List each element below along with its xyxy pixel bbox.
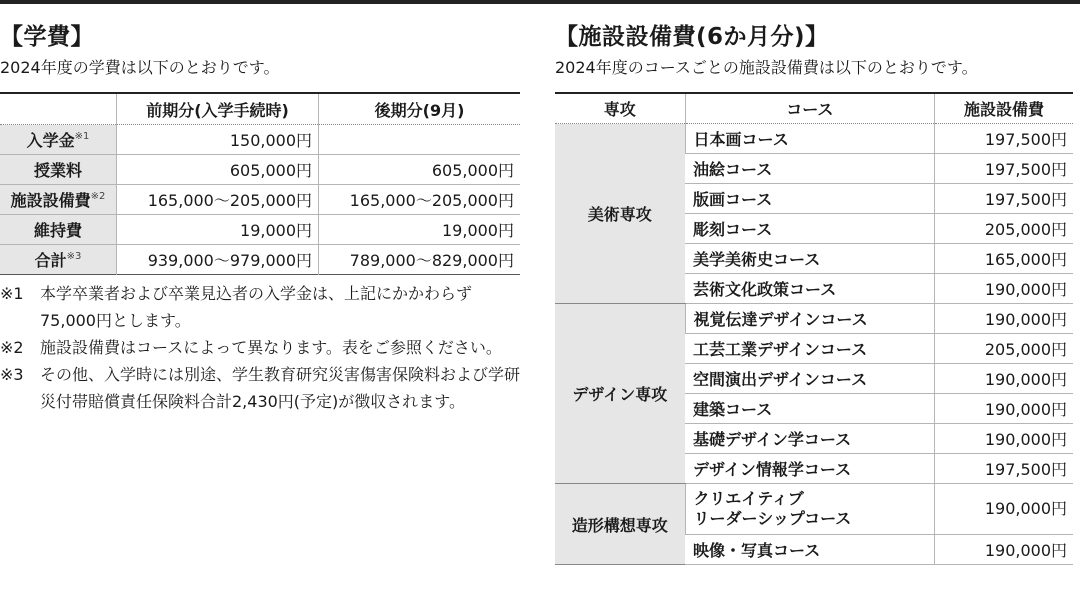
footnote: [0, 280, 520, 334]
course-name: クリエイティブ リーダーシップコース: [685, 484, 935, 535]
first-term-fee: 939,000〜979,000円: [117, 245, 319, 275]
facility-fee: 197,500円: [935, 154, 1073, 184]
first-term-fee: 605,000円: [117, 155, 319, 185]
major-name: 造形構想専攻: [555, 484, 685, 565]
course-name: 基礎デザイン学コース: [685, 424, 935, 454]
tuition-heading: 【学費】: [0, 24, 94, 50]
footnote-text: 本学卒業者および卒業見込者の入学金は、上記にかかわらず75,000円とします。: [40, 284, 473, 330]
table-row: [0, 155, 520, 185]
top-rule: [0, 0, 1080, 4]
row-label: 入学金$^{※1}$: [0, 125, 117, 155]
table-row: [555, 484, 1073, 535]
course-name: 視覚伝達デザインコース: [685, 304, 935, 334]
header-course: コース: [685, 93, 935, 124]
facility-fee: 197,500円: [935, 184, 1073, 214]
footnote-mark: ※1: [74, 131, 90, 142]
row-label: 授業料: [0, 155, 117, 185]
header-fee: 施設設備費: [935, 93, 1073, 124]
course-name: 日本画コース: [685, 124, 935, 154]
course-name: 建築コース: [685, 394, 935, 424]
facility-heading: 【施設設備費(6か月分)】: [555, 24, 829, 50]
course-name: 工芸工業デザインコース: [685, 334, 935, 364]
course-name: デザイン情報学コース: [685, 454, 935, 484]
facility-subtitle: 2024年度のコースごとの施設設備費は以下のとおりです。: [555, 58, 978, 77]
facility-fee: 197,500円: [935, 124, 1073, 154]
footnote-mark: ※3: [0, 365, 24, 384]
second-term-fee: [319, 125, 520, 155]
footnote: [0, 361, 520, 415]
table-row: [555, 304, 1073, 334]
table-row: [0, 245, 520, 275]
table-row: [0, 125, 520, 155]
header-major: 専攻: [555, 93, 685, 124]
tuition-header-row: [0, 93, 520, 125]
row-label: 維持費: [0, 215, 117, 245]
major-name: デザイン専攻: [555, 304, 685, 484]
facility-fee: 190,000円: [935, 274, 1073, 304]
facility-fee: 190,000円: [935, 424, 1073, 454]
course-name: 映像・写真コース: [685, 535, 935, 565]
facility-fee: 205,000円: [935, 334, 1073, 364]
course-name: 版画コース: [685, 184, 935, 214]
facility-fee: 190,000円: [935, 394, 1073, 424]
course-name: 空間演出デザインコース: [685, 364, 935, 394]
footnote-text: その他、入学時には別途、学生教育研究災害傷害保険料および学研災付帯賠償責任保険料合計2,430円(予定)が徴収されます。: [40, 365, 521, 411]
facility-fee: 190,000円: [935, 484, 1073, 535]
facility-fee: 190,000円: [935, 304, 1073, 334]
first-term-fee: 165,000〜205,000円: [117, 185, 319, 215]
footnote-mark: ※1: [0, 284, 24, 303]
course-name: 油絵コース: [685, 154, 935, 184]
footnote-mark: ※3: [66, 251, 82, 262]
footnote-text: 施設設備費はコースによって異なります。表をご参照ください。: [40, 338, 502, 357]
course-name: 彫刻コース: [685, 214, 935, 244]
second-term-fee: 19,000円: [319, 215, 520, 245]
tuition-section: [0, 22, 521, 411]
facility-fee: 190,000円: [935, 364, 1073, 394]
tuition-header-first-term: 前期分(入学手続時): [117, 93, 319, 125]
first-term-fee: 19,000円: [117, 215, 319, 245]
facility-section: [555, 22, 1080, 560]
tuition-table: [0, 92, 520, 275]
second-term-fee: 165,000〜205,000円: [319, 185, 520, 215]
first-term-fee: 150,000円: [117, 125, 319, 155]
facility-table: [555, 92, 1073, 565]
footnotes: [0, 280, 520, 415]
facility-fee: 205,000円: [935, 214, 1073, 244]
course-name: 芸術文化政策コース: [685, 274, 935, 304]
footnote: [0, 334, 520, 361]
table-row: [555, 124, 1073, 154]
table-row: [0, 185, 520, 215]
facility-fee: 165,000円: [935, 244, 1073, 274]
facility-fee: 197,500円: [935, 454, 1073, 484]
tuition-header-second-term: 後期分(9月): [319, 93, 520, 125]
footnote-mark: ※2: [0, 338, 24, 357]
major-name: 美術専攻: [555, 124, 685, 304]
tuition-subtitle: 2024年度の学費は以下のとおりです。: [0, 58, 280, 77]
course-name: 美学美術史コース: [685, 244, 935, 274]
row-label: 施設設備費$^{※2}$: [0, 185, 117, 215]
facility-header-row: [555, 93, 1073, 124]
tuition-header-blank: [0, 93, 117, 125]
facility-fee: 190,000円: [935, 535, 1073, 565]
second-term-fee: 789,000〜829,000円: [319, 245, 520, 275]
row-label: 合計$^{※3}$: [0, 245, 117, 275]
table-row: [0, 215, 520, 245]
footnote-mark: ※2: [90, 191, 106, 202]
second-term-fee: 605,000円: [319, 155, 520, 185]
